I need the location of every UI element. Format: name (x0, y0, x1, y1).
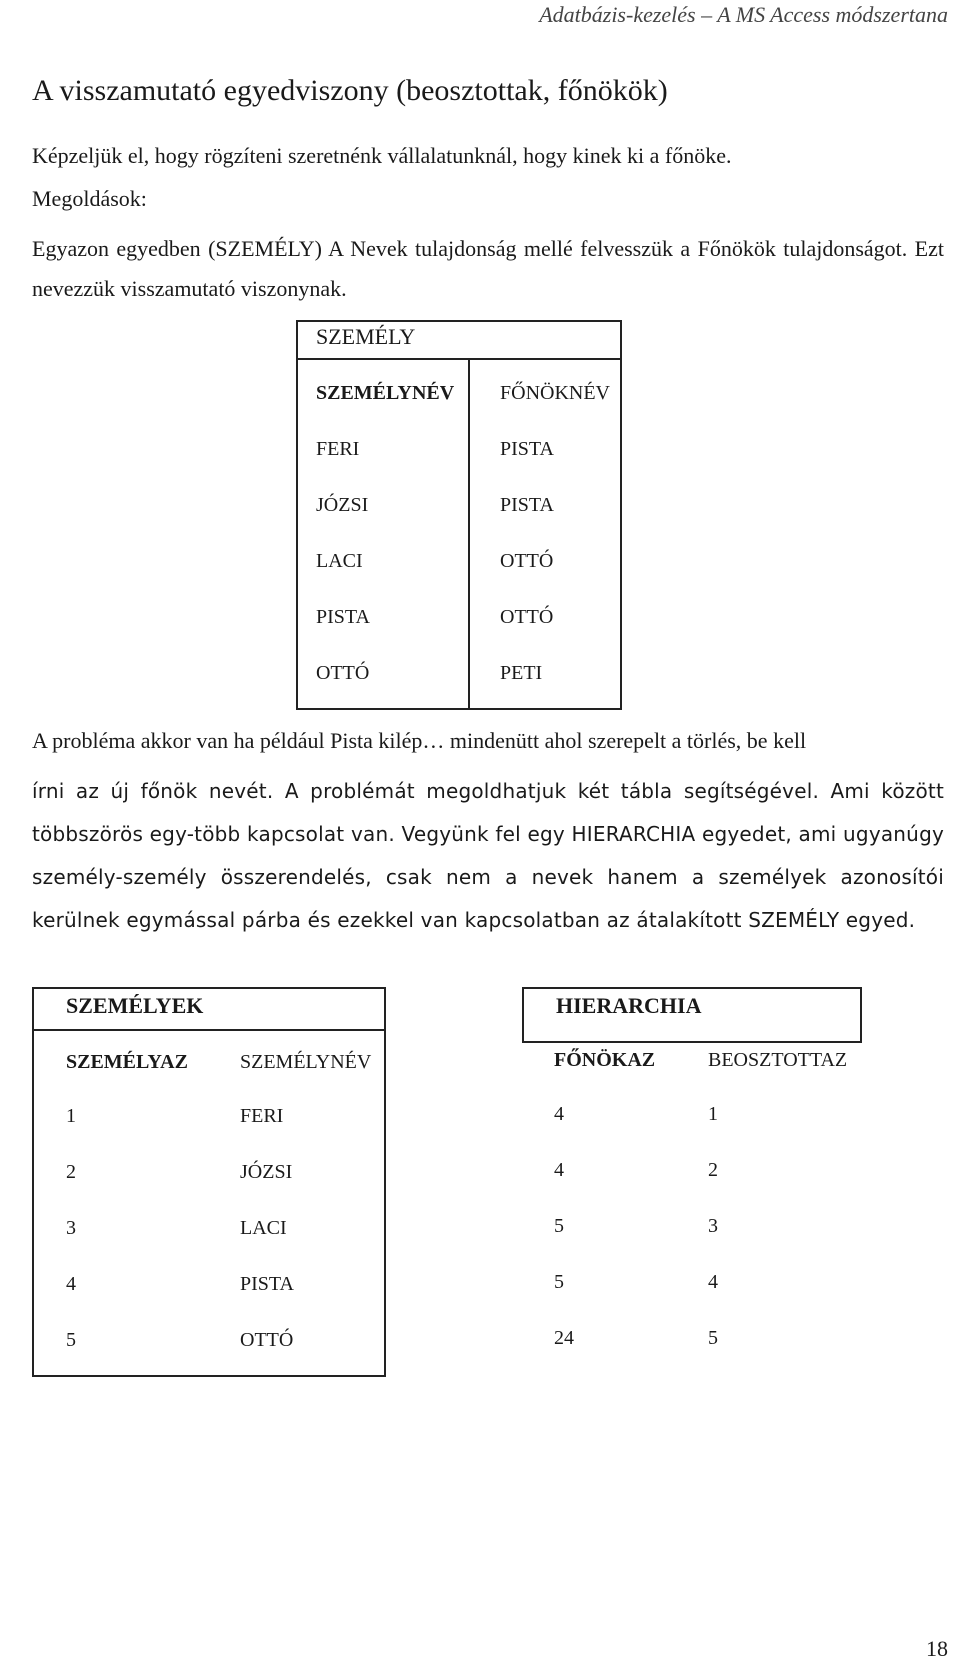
intro-line-2: Megoldások: (32, 186, 147, 211)
hierarchia-cell: 24 (554, 1327, 574, 1349)
szemelyek-cell: OTTÓ (240, 1329, 294, 1351)
hierarchia-cell: 4 (554, 1103, 564, 1125)
szemely-cell: LACI (316, 550, 363, 572)
szemelyek-header-id: SZEMÉLYAZ (66, 1051, 188, 1073)
szemely-header-name: SZEMÉLYNÉV (316, 382, 455, 404)
szemelyek-cell: 3 (66, 1217, 76, 1239)
szemelyek-cell: 1 (66, 1105, 76, 1127)
intro-line-1: Képzeljük el, hogy rögzíteni szeretnénk vállalatunknál, hogy kinek ki a főnöke. (32, 143, 732, 168)
section-title: A visszamutató egyedviszony (beosztottak, főnökök) (32, 74, 668, 107)
hierarchia-cell: 1 (708, 1103, 718, 1125)
hierarchia-table-title: HIERARCHIA (556, 993, 702, 1018)
szemelyek-cell: JÓZSI (240, 1161, 293, 1183)
szemely-cell: PETI (500, 662, 543, 684)
szemely-cell: PISTA (316, 606, 370, 628)
hierarchia-cell: 5 (554, 1215, 564, 1237)
hierarchia-cell: 5 (554, 1271, 564, 1293)
szemely-table-title: SZEMÉLY (316, 324, 416, 349)
szemely-cell: OTTÓ (500, 550, 554, 572)
szemelyek-cell: LACI (240, 1217, 287, 1239)
szemelyek-cell: PISTA (240, 1273, 294, 1295)
hierarchia-header-subordinate-id: BEOSZTOTTAZ (708, 1049, 848, 1071)
szemely-cell: PISTA (500, 438, 554, 460)
hierarchia-title-box (522, 987, 862, 1043)
szemelyek-cell: 4 (66, 1273, 76, 1295)
szemelyek-table (32, 987, 386, 1377)
problem-paragraph: írni az új főnök nevét. A problémát megoldhatjuk két tábla segítségével. Ami között többszörös egy-több kapcsolat van. Vegyünk fel egy HIERARCHIA egyedet, ami ugyanúgy személy-személy összerendelés, csak nem a nevek hanem a személyek azonosítói kerülnek egymással párba és ezekkel van kapcsolatban az átalakított SZEMÉLY egyed. (32, 779, 944, 932)
szemely-cell: OTTÓ (316, 662, 370, 684)
szemely-cell: OTTÓ (500, 606, 554, 628)
szemely-cell: JÓZSI (316, 494, 369, 516)
hierarchia-cell: 4 (708, 1271, 718, 1293)
running-header: Adatbázis-kezelés – A MS Access módszertana (539, 2, 948, 27)
hierarchia-table (522, 1041, 862, 1377)
szemelyek-cell: FERI (240, 1105, 284, 1127)
hierarchia-cell: 2 (708, 1159, 718, 1181)
hierarchia-cell: 5 (708, 1327, 718, 1349)
szemelyek-header-name: SZEMÉLYNÉV (240, 1051, 372, 1073)
szemelyek-cell: 5 (66, 1329, 76, 1351)
szemely-table (296, 320, 622, 710)
szemelyek-table-title: SZEMÉLYEK (66, 993, 204, 1018)
problem-line-1: A probléma akkor van ha például Pista kilép… mindenütt ahol szerepelt a törlés, be kell (32, 728, 807, 753)
szemelyek-cell: 2 (66, 1161, 76, 1183)
page-number: 18 (926, 1636, 948, 1661)
hierarchia-cell: 4 (554, 1159, 564, 1181)
szemely-cell: PISTA (500, 494, 554, 516)
hierarchia-cell: 3 (708, 1215, 718, 1237)
szemely-header-boss: FŐNÖKNÉV (500, 382, 610, 404)
intro-line-3: Egyazon egyedben (SZEMÉLY) A Nevek tulajdonság mellé felvesszük a Főnökök tulajdonságot. Ezt nevezzük visszamutató viszonynak. (32, 236, 944, 301)
szemely-cell: FERI (316, 438, 360, 460)
hierarchia-header-boss-id: FŐNÖKAZ (554, 1049, 656, 1071)
